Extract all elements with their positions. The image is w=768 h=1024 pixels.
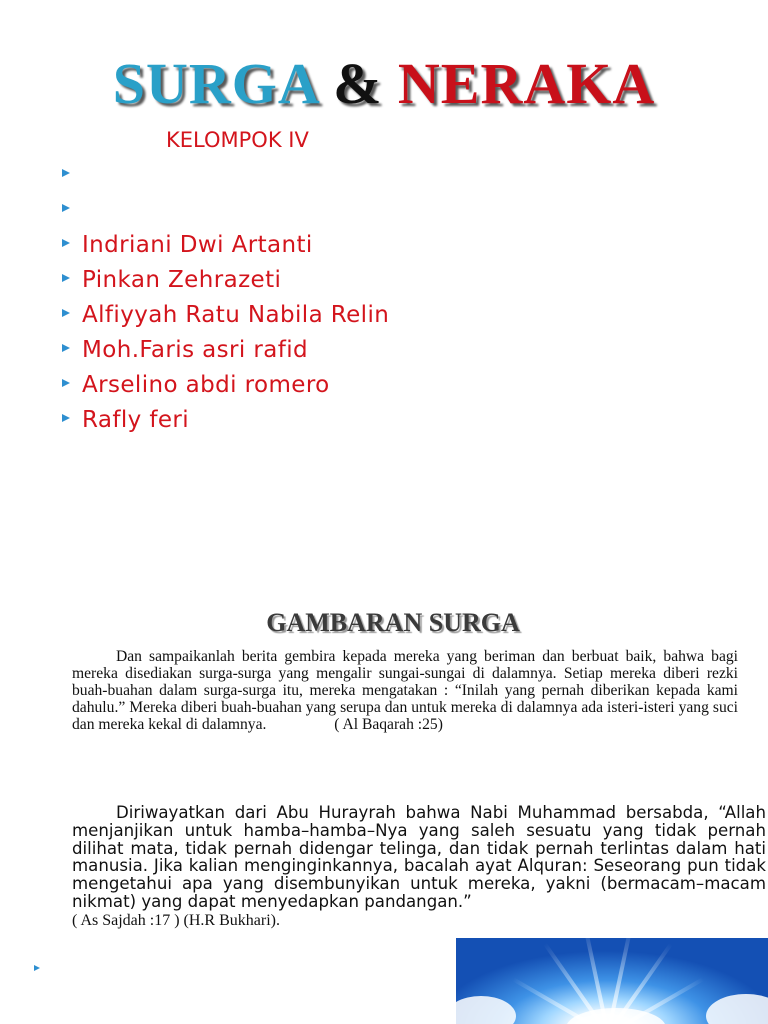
heaven-sky-image — [456, 938, 768, 1024]
title-word-surga: SURGA — [112, 51, 318, 116]
group-subtitle: KELOMPOK IV — [166, 128, 309, 152]
list-item-member: Pinkan Zehrazeti — [82, 267, 282, 293]
slide-title — [0, 52, 768, 116]
list-item-member: Moh.Faris asri rafid — [82, 337, 309, 363]
quran-paragraph — [72, 648, 738, 733]
list-item-member: Indriani Dwi Artanti — [82, 232, 313, 258]
section-title: GAMBARAN SURGA — [266, 608, 520, 637]
bullet-arrow-icon — [62, 204, 70, 212]
title-ampersand: & — [333, 51, 383, 116]
bullet-arrow-icon — [62, 414, 70, 422]
hadith-reference: ( As Sajdah :17 ) (H.R Bukhari). — [72, 911, 280, 929]
list-item-member: Alfiyyah Ratu Nabila Relin — [82, 302, 390, 328]
paragraph-text: Diriwayatkan dari Abu Hurayrah bahwa Nabi Muhammad bersabda, “Allah menjanjikan untuk hamba–hamba–Nya yang saleh sesuatu yang tidak pernah dilihat mata, tidak pernah didengar telinga, dan tidak pernah terlintas dalam hati manusia. Jika kalian menginginkannya, bacalah ayat Alquran: Seseorang pun tidak mengetahui apa yang disembunyikan untuk mereka, yakni (bermacam–macam nikmat) yang dapat menyedapkan pandangan.” — [72, 803, 766, 911]
paragraph-text: Dan sampaikanlah berita gembira kepada mereka yang beriman dan berbuat baik, bahwa bagi mereka disediakan surga-surga yang mengalir sungai-sungai di dalamnya. Setiap mereka diberi rezki buah-buahan dalam surga-surga itu, mereka mengatakan : “Inilah yang pernah diberikan kepada kami dahulu.” Mereka diberi buah-buahan yang serupa dan untuk mereka di dalamnya ada isteri-isteri yang suci dan mereka kekal di dalamnya. — [72, 648, 738, 733]
verse-reference: ( Al Baqarah :25) — [334, 716, 443, 733]
bullet-arrow-icon — [62, 239, 70, 247]
list-item-member: Arselino abdi romero — [82, 372, 330, 398]
bullet-arrow-icon — [62, 379, 70, 387]
hadith-paragraph — [72, 804, 766, 930]
cloud — [456, 996, 516, 1024]
bullet-arrow-icon — [62, 169, 70, 177]
list-item-member: Rafly feri — [82, 407, 190, 433]
title-word-neraka: NERAKA — [397, 51, 656, 116]
bullet-arrow-icon — [62, 309, 70, 317]
bullet-arrow-icon — [34, 965, 40, 971]
bullet-arrow-icon — [62, 274, 70, 282]
cloud — [706, 994, 768, 1024]
bullet-arrow-icon — [62, 344, 70, 352]
